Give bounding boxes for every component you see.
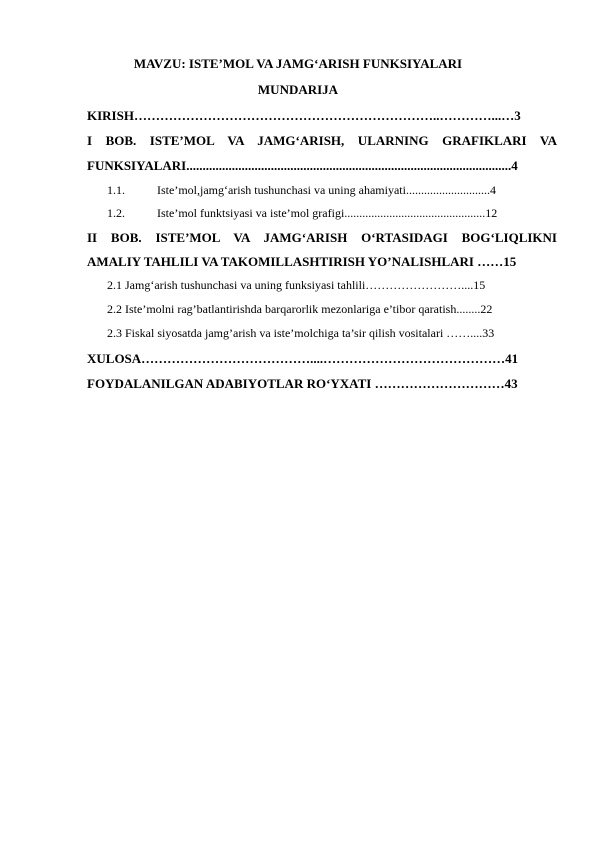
toc-entry-chapter-2-line-2: AMALIY TAHLILI VA TAKOMILLASHTIRISH YO’NALISHLARI ……15: [87, 254, 517, 269]
toc-entry-conclusion: XULOSA…………………………………....……………………………………41: [87, 351, 519, 366]
toc-section-1-1-text: Iste’mol,jamg‘arish tushunchasi va uning ahamiyati............................4: [157, 183, 496, 197]
toc-section-2-3: 2.3 Fiskal siyosatda jamg’arish va iste’molchiga ta’sir qilish vositalari ……....33: [107, 326, 495, 340]
toc-entry-chapter-1-line-1: I BOB. ISTE’MOL VA JAMG‘ARISH, ULARNING GRAFIKLARI VA: [87, 133, 557, 148]
document-topic: MAVZU: ISTE’MOL VA JAMG‘ARISH FUNKSIYALARI: [133, 56, 463, 71]
toc-section-1-1-number: 1.1.: [107, 183, 125, 197]
toc-entry-intro: KIRISH……………………………………………………………..…………...…3: [87, 108, 521, 123]
toc-section-2-2: 2.2 Iste’molni rag’batlantirishda barqarorlik mezonlariga e’tibor qaratish........22: [107, 302, 493, 316]
toc-entry-chapter-2-line-1: II BOB. ISTE’MOL VA JAMG‘ARISH O‘RTASIDAGI BOG‘LIQLIKNI: [87, 230, 557, 245]
toc-section-1-2-text: Iste’mol funktsiyasi va iste’mol grafigi...............................................12: [157, 206, 498, 220]
toc-section-2-1: 2.1 Jamg‘arish tushunchasi va uning funksiyasi tahlili……………………....15: [107, 278, 486, 292]
toc-section-1-2-number: 1.2.: [107, 206, 125, 220]
toc-entry-references: FOYDALANILGAN ADABIYOTLAR RO‘YXATI …………………………43: [87, 376, 518, 391]
contents-heading: MUNDARIJA: [257, 82, 339, 97]
toc-entry-chapter-1-line-2: FUNKSIYALARI....................................................................................................4: [87, 158, 518, 173]
